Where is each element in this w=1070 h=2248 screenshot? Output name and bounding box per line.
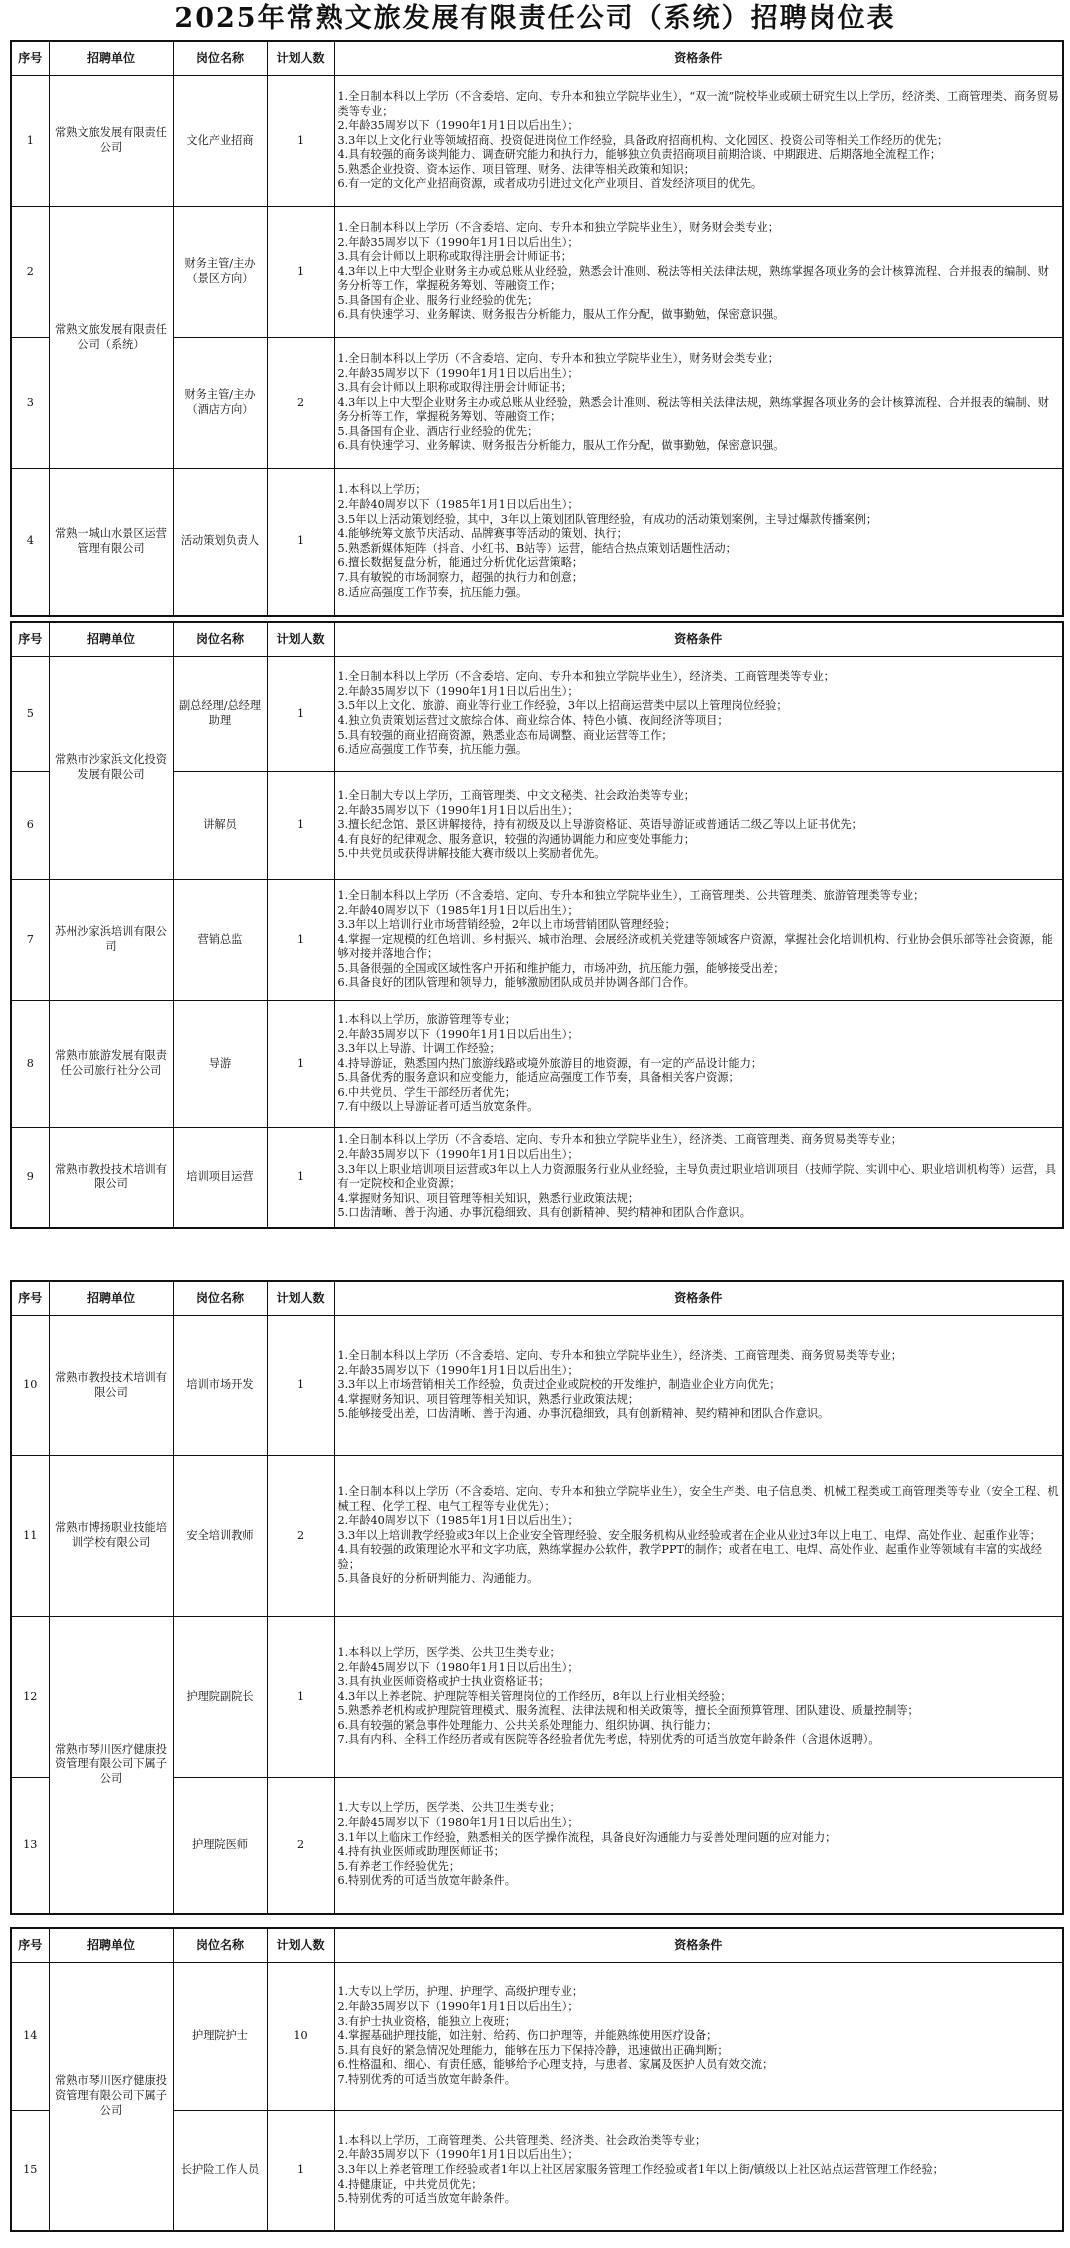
row-count: 1 <box>267 1316 334 1456</box>
requirement-line: 4.持健康证，中共党员优先； <box>337 2177 483 2191</box>
requirement-line: 1.全日制本科以上学历（不含委培、定向、专升本和独立学院毕业生），财务财会类专业； <box>337 220 779 234</box>
header-position: 岗位名称 <box>173 1928 267 1963</box>
row-position: 副总经理/总经理助理 <box>173 657 267 772</box>
row-no: 14 <box>11 1963 49 2111</box>
header-unit: 招聘单位 <box>49 622 173 657</box>
requirement-line: 4.能够统筹文旅节庆活动、品牌赛事等活动的策划、执行； <box>337 527 628 541</box>
table-row <box>11 1963 1063 2111</box>
requirement-line: 1.全日制本科以上学历（不含委培、定向、专升本和独立学院毕业生），经济类、工商管理类、商务贸易类等专业； <box>337 1133 902 1147</box>
requirement-line: 2.年龄35周岁以下（1990年1月1日以后出生）； <box>337 1148 579 1162</box>
row-no: 7 <box>11 880 49 1001</box>
recruit-table-section-2 <box>10 621 1064 1229</box>
row-requirements <box>334 657 1063 772</box>
row-requirements <box>334 338 1063 469</box>
requirement-line: 1.全日制大专以上学历，工商管理类、中文文秘类、社会政治类等专业； <box>337 789 695 803</box>
row-position: 护理院副院长 <box>173 1617 267 1778</box>
row-unit: 常熟市博扬职业技能培训学校有限公司 <box>49 1456 173 1617</box>
table-row <box>11 76 1063 207</box>
table-row <box>11 1617 1063 1778</box>
table-header-row <box>11 41 1063 76</box>
requirement-line: 3.5年以上活动策划经验，其中，3年以上策划团队管理经验，有成功的活动策划案例，主导过爆款传播案例； <box>337 512 878 526</box>
row-position: 财务主管/主办（景区方向） <box>173 207 267 338</box>
row-requirements <box>334 207 1063 338</box>
row-position: 长护险工作人员 <box>173 2111 267 2231</box>
requirement-line: 5.具备很强的全国或区域性客户开拓和维护能力，市场冲劲，抗压能力强，能够接受出差； <box>337 961 785 975</box>
requirement-line: 4.掌握一定规模的红色培训、乡村振兴、城市治理、会展经济或机关党建等领域客户资源，掌握社会化培训机构、行业协会俱乐部等社会资源，能够对接并落地合作； <box>337 932 1053 961</box>
row-count: 1 <box>267 1001 334 1128</box>
requirement-line: 7.具有敏锐的市场洞察力，超强的执行力和创意； <box>337 570 584 584</box>
table-row <box>11 1001 1063 1128</box>
requirement-line: 4.具有较强的商务谈判能力、调查研究能力和执行力，能够独立负责招商项目前期洽谈、中期跟进、后期落地全流程工作； <box>337 148 942 162</box>
table-row <box>11 207 1063 338</box>
requirement-line: 1.大专以上学历，医学类、公共卫生类专业； <box>337 1801 561 1815</box>
requirement-line: 1.本科以上学历； <box>337 483 427 497</box>
requirement-line: 1.全日制本科以上学历（不含委培、定向、专升本和独立学院毕业生），安全生产类、电子信息类、机械工程类或工商管理类等专业（安全工程、机械工程、化学工程、电气工程等专业优先）； <box>337 1484 1059 1513</box>
row-no: 4 <box>11 469 49 616</box>
row-unit: 常熟市旅游发展有限责任公司旅行社分公司 <box>49 1001 173 1128</box>
header-unit: 招聘单位 <box>49 1928 173 1963</box>
row-count: 1 <box>267 1617 334 1778</box>
header-count: 计划人数 <box>267 622 334 657</box>
row-requirements <box>334 1456 1063 1617</box>
requirement-line: 6.有一定的文化产业招商资源，或者成功引进过文化产业项目、首发经济项目的优先。 <box>337 177 763 191</box>
header-requirements: 资格条件 <box>334 1281 1063 1316</box>
requirement-line: 4.持导游证，熟悉国内热门旅游线路或境外旅游目的地资源，有一定的产品设计能力； <box>337 1056 763 1070</box>
row-unit: 常熟市教投技术培训有限公司 <box>49 1316 173 1456</box>
header-count: 计划人数 <box>267 41 334 76</box>
requirement-line: 1.全日制本科以上学历（不含委培、定向、专升本和独立学院毕业生），经济类、工商管理类等专业； <box>337 670 835 684</box>
row-requirements <box>334 1128 1063 1228</box>
row-no: 13 <box>11 1778 49 1914</box>
row-no: 9 <box>11 1128 49 1228</box>
requirement-line: 2.年龄40周岁以下（1985年1月1日以后出生）； <box>337 497 579 511</box>
row-no: 15 <box>11 2111 49 2231</box>
row-unit-merged: 常熟文旅发展有限责任公司（系统） <box>49 207 173 469</box>
requirement-line: 3.具有会计师以上职称或取得注册会计师证书； <box>337 250 572 264</box>
requirement-line: 4.具有较强的政策理论水平和文字功底，熟练掌握办公软件，教学PPT的制作；或者在电工、电焊、高处作业、起重作业等领域有丰富的实战经验； <box>337 1543 1042 1571</box>
requirement-line: 5.中共党员或获得讲解技能大赛市级以上奖励者优先。 <box>337 847 606 861</box>
row-count: 1 <box>267 207 334 338</box>
header-requirements: 资格条件 <box>334 1928 1063 1963</box>
row-count: 2 <box>267 338 334 469</box>
row-requirements <box>334 2111 1063 2231</box>
row-no: 2 <box>11 207 49 338</box>
row-count: 1 <box>267 2111 334 2231</box>
table-row <box>11 1456 1063 1617</box>
header-no: 序号 <box>11 1928 49 1963</box>
header-requirements: 资格条件 <box>334 41 1063 76</box>
requirement-line: 5.具有良好的紧急情况处理能力，能够在压力下保持冷静，迅速做出正确判断； <box>337 2043 729 2057</box>
row-count: 1 <box>267 76 334 207</box>
row-no: 6 <box>11 772 49 880</box>
table-row <box>11 469 1063 616</box>
row-unit-merged: 常熟市琴川医疗健康投资管理有限公司下属子公司 <box>49 1617 173 1914</box>
requirement-line: 2.年龄35周岁以下（1990年1月1日以后出生）； <box>337 366 579 380</box>
requirement-line: 7.特别优秀的可适当放宽年龄条件。 <box>337 2072 516 2086</box>
table-header-row <box>11 1281 1063 1316</box>
requirement-line: 4.持有执业医师或助理医师证书； <box>337 1845 505 1859</box>
recruit-table-section-4 <box>10 1927 1064 2232</box>
table-header-row <box>11 622 1063 657</box>
table-row <box>11 657 1063 772</box>
row-requirements <box>334 1001 1063 1128</box>
requirement-line: 5.有养老工作经验优先； <box>337 1859 461 1873</box>
requirement-line: 2.年龄35周岁以下（1990年1月1日以后出生）； <box>337 2148 579 2162</box>
header-position: 岗位名称 <box>173 41 267 76</box>
row-requirements <box>334 1617 1063 1778</box>
requirement-line: 4.独立负责策划运营过文旅综合体、商业综合体、特色小镇、夜间经济等项目； <box>337 714 729 727</box>
row-count: 1 <box>267 772 334 880</box>
requirement-line: 1.本科以上学历，工商管理类、公共管理类、经济类、社会政治类等专业； <box>337 2133 707 2147</box>
requirement-line: 4.掌握财务知识、项目管理等相关知识，熟悉行业政策法规； <box>337 1392 640 1406</box>
requirement-line: 7.有中级以上导游证者可适当放宽条件。 <box>337 1100 539 1114</box>
requirement-line: 4.3年以上养老院、护理院等相关管理岗位的工作经历，8年以上行业相关经验； <box>337 1689 732 1703</box>
requirement-line: 1.大专以上学历，护理、护理学、高级护理专业； <box>337 1985 584 1999</box>
row-position: 护理院护士 <box>173 1963 267 2111</box>
requirement-line: 5.熟悉养老机构或护理院管理模式、服务流程、法律法规和相关政策等，擅长全面预算管理、团队建设、质量控制等； <box>337 1704 919 1718</box>
row-unit-merged: 常熟市沙家浜文化投资发展有限公司 <box>49 657 173 880</box>
requirement-line: 7.具有内科、全科工作经历者或有医院等各经验者优先考虑，特别优秀的可适当放宽年龄条件（含退休返聘）。 <box>337 1733 880 1747</box>
row-no: 11 <box>11 1456 49 1617</box>
requirement-line: 2.年龄35周岁以下（1990年1月1日以后出生）； <box>337 235 579 249</box>
requirement-line: 5.具备国有企业、酒店行业经验的优先； <box>337 424 539 438</box>
requirement-line: 5.具备良好的分析研判能力、沟通能力。 <box>337 1572 539 1586</box>
table-header-row <box>11 1928 1063 1963</box>
row-position: 导游 <box>173 1001 267 1128</box>
row-unit: 常熟文旅发展有限责任公司 <box>49 76 173 207</box>
row-unit: 苏州沙家浜培训有限公司 <box>49 880 173 1001</box>
requirement-line: 4.掌握财务知识、项目管理等相关知识，熟悉行业政策法规； <box>337 1191 640 1205</box>
row-unit: 常熟一城山水景区运营管理有限公司 <box>49 469 173 616</box>
requirement-line: 6.具有快速学习、业务解读、财务报告分析能力，服从工作分配，做事勤勉，保密意识强。 <box>337 439 785 453</box>
table-row <box>11 1128 1063 1228</box>
requirement-line: 5.能够接受出差，口齿清晰、善于沟通、办事沉稳细致，具有创新精神、契约精神和团队合作意识。 <box>337 1407 830 1421</box>
requirement-line: 5.熟悉企业投资、资本运作、项目管理、财务、法律等相关政策和知识； <box>337 162 695 176</box>
recruit-table-section-1 <box>10 40 1064 617</box>
header-count: 计划人数 <box>267 1928 334 1963</box>
requirement-line: 5.口齿清晰、善于沟通、办事沉稳细致、具有创新精神、契约精神和团队合作意识。 <box>337 1206 751 1220</box>
requirement-line: 6.特别优秀的可适当放宽年龄条件。 <box>337 1874 516 1888</box>
header-position: 岗位名称 <box>173 1281 267 1316</box>
header-unit: 招聘单位 <box>49 1281 173 1316</box>
header-position: 岗位名称 <box>173 622 267 657</box>
row-requirements <box>334 76 1063 207</box>
requirement-line: 1.本科以上学历，医学类、公共卫生类专业； <box>337 1645 561 1659</box>
requirement-line: 2.年龄35周岁以下（1990年1月1日以后出生）； <box>337 119 579 133</box>
row-position: 活动策划负责人 <box>173 469 267 616</box>
requirement-line: 6.性格温和、细心、有责任感，能够给予心理支持，与患者、家属及医护人员有效交流； <box>337 2058 774 2072</box>
requirement-line: 6.适应高强度工作节奏，抗压能力强。 <box>337 743 528 757</box>
row-count: 2 <box>267 1778 334 1914</box>
row-count: 1 <box>267 880 334 1001</box>
requirement-line: 6.擅长数据复盘分析，能通过分析优化运营策略； <box>337 556 584 570</box>
requirement-line: 3.具有执业医师资格或护士执业资格证书； <box>337 1675 550 1689</box>
requirement-line: 2.年龄35周岁以下（1990年1月1日以后出生）； <box>337 684 579 698</box>
requirement-line: 2.年龄40周岁以下（1985年1月1日以后出生）； <box>337 903 579 917</box>
row-position: 讲解员 <box>173 772 267 880</box>
row-requirements <box>334 880 1063 1001</box>
row-requirements <box>334 1316 1063 1456</box>
requirement-line: 1.全日制本科以上学历（不含委培、定向、专升本和独立学院毕业生），财务财会类专业； <box>337 351 779 365</box>
requirement-line: 2.年龄35周岁以下（1990年1月1日以后出生）； <box>337 1027 579 1041</box>
header-no: 序号 <box>11 41 49 76</box>
requirement-line: 3.3年以上养老管理工作经验或者1年以上社区居家服务管理工作经验或者1年以上街/镇级以上社区站点运营管理工作经验； <box>337 2162 944 2176</box>
requirement-line: 4.有良好的纪律观念、服务意识，较强的沟通协调能力和应变处事能力； <box>337 832 695 846</box>
table-row <box>11 1316 1063 1456</box>
requirement-line: 2.年龄35周岁以下（1990年1月1日以后出生）； <box>337 1363 579 1377</box>
requirement-line: 1.全日制本科以上学历（不含委培、定向、专升本和独立学院毕业生），经济类、工商管理类、商务贸易类等专业； <box>337 1349 902 1363</box>
row-count: 1 <box>267 469 334 616</box>
requirement-line: 6.中共党员、学生干部经历者优先； <box>337 1085 516 1099</box>
requirement-line: 6.具有较强的紧急事件处理能力、公共关系处理能力、组织协调、执行能力； <box>337 1718 718 1732</box>
requirement-line: 3.擅长纪念馆、景区讲解接待，持有初级及以上导游资格证、英语导游证或普通话二级乙等以上证书优先； <box>337 818 863 832</box>
row-unit: 常熟市教投技术培训有限公司 <box>49 1128 173 1228</box>
requirement-line: 1.本科以上学历，旅游管理等专业； <box>337 1012 516 1026</box>
recruit-table-section-3 <box>10 1280 1064 1915</box>
requirement-line: 5.熟悉新媒体矩阵（抖音、小红书、B站等）运营，能结合热点策划话题性活动； <box>337 541 737 555</box>
requirement-line: 3.3年以上市场营销相关工作经验，负责过企业或院校的开发维护，制造业企业方向优先； <box>337 1378 781 1392</box>
header-no: 序号 <box>11 1281 49 1316</box>
requirement-line: 2.年龄35周岁以下（1990年1月1日以后出生）； <box>337 803 579 817</box>
row-position: 财务主管/主办（酒店方向） <box>173 338 267 469</box>
requirement-line: 5.特别优秀的可适当放宽年龄条件。 <box>337 2192 516 2206</box>
requirement-line: 2.年龄40周岁以下（1985年1月1日以后出生）； <box>337 1514 579 1528</box>
requirement-line: 8.适应高强度工作节奏，抗压能力强。 <box>337 585 528 599</box>
requirement-line: 4.掌握基础护理技能，如注射、给药、伤口护理等，并能熟练使用医疗设备； <box>337 2029 718 2043</box>
row-position: 培训项目运营 <box>173 1128 267 1228</box>
requirement-line: 3.有护士执业资格，能独立上夜班； <box>337 2014 516 2028</box>
requirement-line: 5.具备国有企业、服务行业经验的优先； <box>337 293 539 307</box>
row-unit-merged: 常熟市琴川医疗健康投资管理有限公司下属子公司 <box>49 1963 173 2231</box>
requirement-line: 5.具备优秀的服务意识和应变能力，能适应高强度工作节奏，具备相关客户资源； <box>337 1071 740 1085</box>
row-no: 10 <box>11 1316 49 1456</box>
requirement-line: 2.年龄35周岁以下（1990年1月1日以后出生）； <box>337 2000 579 2014</box>
requirement-line: 3.3年以上培训行业市场营销经验，2年以上市场营销团队管理经验； <box>337 918 676 932</box>
row-requirements <box>334 469 1063 616</box>
header-count: 计划人数 <box>267 1281 334 1316</box>
row-count: 1 <box>267 1128 334 1228</box>
requirement-line: 3.3年以上文化行业等领域招商、投资促进岗位工作经验，具备政府招商机构、文化园区、投资公司等相关工作经历的优先； <box>337 133 949 147</box>
requirement-line: 3.3年以上职业培训项目运营或3年以上人力资源服务行业从业经验，主导负责过职业培训项目（技师学院、实训中心、职业培训机构等）运营，具有一定院校和企业资源； <box>337 1162 1057 1191</box>
requirement-line: 6.具备良好的团队管理和领导力，能够激励团队成员并协调各部门合作。 <box>337 976 695 990</box>
requirement-line: 1.全日制本科以上学历（不含委培、定向、专升本和独立学院毕业生），工商管理类、公共管理类、旅游管理类等专业； <box>337 888 925 902</box>
row-no: 1 <box>11 76 49 207</box>
requirement-line: 3.5年以上文化、旅游、商业等行业工作经验，3年以上招商运营类中层以上管理岗位经验； <box>337 699 788 713</box>
row-no: 8 <box>11 1001 49 1128</box>
header-requirements: 资格条件 <box>334 622 1063 657</box>
row-no: 12 <box>11 1617 49 1778</box>
row-count: 2 <box>267 1456 334 1617</box>
page-title: 2025年常熟文旅发展有限责任公司（系统）招聘岗位表 <box>174 3 896 34</box>
requirement-line: 3.3年以上导游、计调工作经验； <box>337 1042 501 1056</box>
requirement-line: 3.3年以上培训教学经验或3年以上企业安全管理经验、安全服务机构从业经验或者在企业从业过3年以上电工、电焊、高处作业、起重作业等； <box>337 1528 1041 1542</box>
row-position: 文化产业招商 <box>173 76 267 207</box>
header-no: 序号 <box>11 622 49 657</box>
requirement-line: 1.全日制本科以上学历（不含委培、定向、专升本和独立学院毕业生），“双一流”院校毕业或硕士研究生以上学历，经济类、工商管理类、商务贸易类等专业； <box>337 89 1059 118</box>
requirement-line: 6.具有快速学习、业务解读、财务报告分析能力，服从工作分配，做事勤勉，保密意识强。 <box>337 308 785 322</box>
table-row <box>11 880 1063 1001</box>
row-requirements <box>334 1963 1063 2111</box>
header-unit: 招聘单位 <box>49 41 173 76</box>
row-position: 营销总监 <box>173 880 267 1001</box>
row-requirements <box>334 772 1063 880</box>
row-no: 3 <box>11 338 49 469</box>
requirement-line: 4.3年以上中大型企业财务主办或总账从业经验，熟悉会计准则、税法等相关法律法规，熟练掌握各项业务的会计核算流程、合并报表的编制、财务分析等工作，掌握税务筹划、等融资工作； <box>337 264 1049 293</box>
row-count: 1 <box>267 657 334 772</box>
requirement-line: 2.年龄45周岁以下（1980年1月1日以后出生）； <box>337 1660 579 1674</box>
row-position: 培训市场开发 <box>173 1316 267 1456</box>
requirement-line: 3.1年以上临床工作经验，熟悉相关的医学操作流程，具备良好沟通能力与妥善处理问题的应对能力； <box>337 1830 837 1844</box>
requirement-line: 4.3年以上中大型企业财务主办或总账从业经验，熟悉会计准则、税法等相关法律法规，熟练掌握各项业务的会计核算流程、合并报表的编制、财务分析等工作，掌握税务筹划、等融资工作； <box>337 395 1049 424</box>
row-count: 10 <box>267 1963 334 2111</box>
row-no: 5 <box>11 657 49 772</box>
row-position: 护理院医师 <box>173 1778 267 1914</box>
requirement-line: 3.具有会计师以上职称或取得注册会计师证书； <box>337 381 572 395</box>
row-requirements <box>334 1778 1063 1914</box>
requirement-line: 5.具有较强的商业招商资源，熟悉业态布局调整、商业运营等工作； <box>337 728 673 742</box>
requirement-line: 2.年龄45周岁以下（1980年1月1日以后出生）； <box>337 1816 579 1830</box>
row-position: 安全培训教师 <box>173 1456 267 1617</box>
